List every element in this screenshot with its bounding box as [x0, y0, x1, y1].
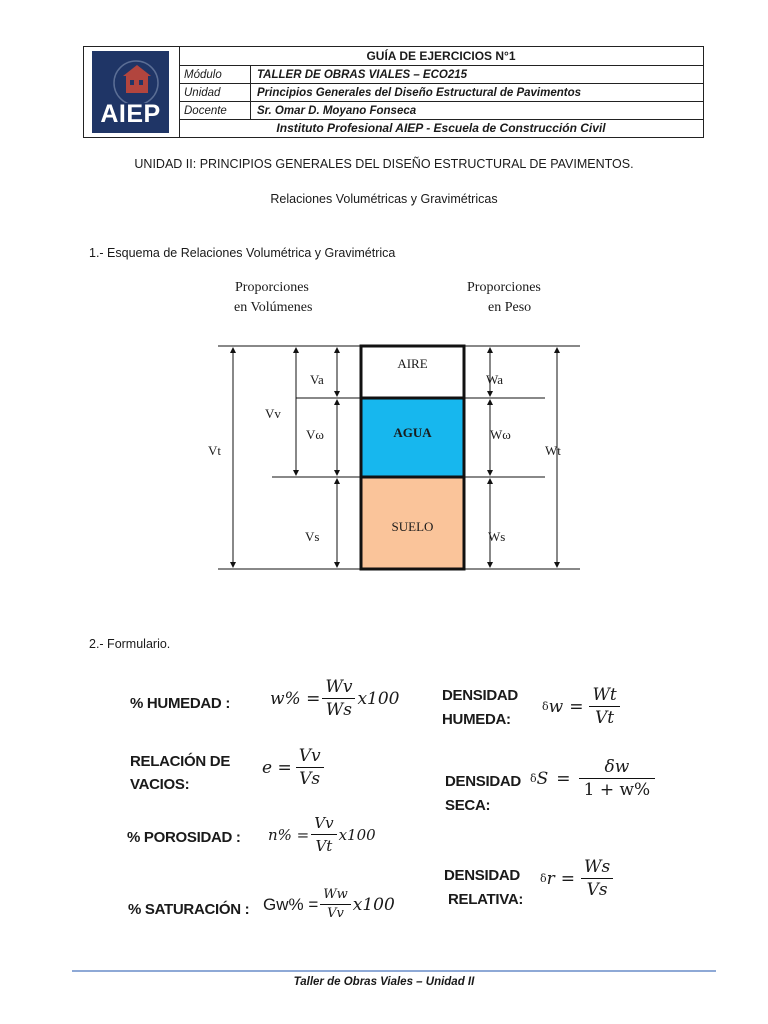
logo-text: AIEP — [100, 100, 161, 128]
numerator: Ww — [320, 886, 351, 905]
dh-formula — [542, 684, 620, 729]
numerator: Wv — [322, 676, 355, 699]
section-1-heading: 1.- Esquema de Relaciones Volumétrica y Gravimétrica — [89, 246, 396, 260]
label-vt: Vt — [208, 443, 221, 458]
label-vv: Vv — [265, 406, 281, 421]
relacion-label-1: RELACIÓN DE — [130, 753, 231, 770]
numerator: Vv — [311, 812, 336, 835]
denominator: Vs — [299, 769, 321, 789]
humedad-formula — [270, 676, 399, 721]
ds-label-2: SECA: — [445, 797, 491, 814]
denominator: Vv — [327, 906, 344, 921]
dh-sym: δ — [542, 700, 549, 713]
dr-fraction — [581, 856, 613, 901]
ds-sub: S — [536, 768, 549, 789]
porosidad-label: % POROSIDAD : — [127, 829, 241, 846]
footer-divider — [72, 970, 716, 972]
dh-label-1: DENSIDAD — [442, 687, 518, 704]
dr-label-2: RELATIVA: — [448, 891, 524, 908]
saturacion-lhs: Gw% = — [263, 894, 319, 914]
dh-sub: w — [548, 696, 564, 717]
left-title-2: en Volúmenes — [234, 300, 313, 315]
numerator: Vv — [296, 745, 324, 768]
denominator: Vt — [315, 837, 333, 855]
unit-title: UNIDAD II: PRINCIPIOS GENERALES DEL DISEÑO ESTRUCTURAL DE PAVIMENTOS. — [134, 157, 634, 171]
row-value: Sr. Omar D. Moyano Fonseca — [257, 105, 417, 117]
section-2-heading: 2.- Formulario. — [89, 637, 171, 651]
relacion-lhs: e = — [262, 757, 292, 778]
humedad-fraction — [322, 676, 355, 721]
humedad-tail: x100 — [357, 688, 400, 709]
numerator: δw — [579, 756, 656, 779]
ds-sym: δ — [530, 772, 537, 785]
saturacion-fraction — [320, 886, 351, 923]
dh-fraction — [589, 684, 619, 729]
footer-text: Taller de Obras Viales – Unidad II — [293, 976, 475, 988]
dh-label-2: HUMEDA: — [442, 711, 511, 728]
ds-label-1: DENSIDAD — [445, 773, 521, 790]
saturacion-formula — [263, 886, 395, 923]
dr-label-1: DENSIDAD — [444, 867, 520, 884]
subtitle: Relaciones Volumétricas y Gravimétricas — [270, 192, 498, 206]
institution: Instituto Profesional AIEP - Escuela de Construcción Civil — [276, 121, 606, 135]
humedad-lhs: w% = — [270, 688, 321, 709]
label-wt: Wt — [545, 443, 561, 458]
relacion-formula — [262, 745, 324, 790]
row-label: Unidad — [179, 84, 251, 101]
denominator: Ws — [325, 700, 352, 720]
row-label: Docente — [179, 102, 251, 119]
right-title-1: Proporciones — [467, 280, 541, 295]
layer-label-aire: AIRE — [397, 356, 428, 371]
porosidad-tail: x100 — [338, 825, 376, 844]
row-value: Principios Generales del Diseño Estructural de Pavimentos — [257, 87, 582, 99]
ds-formula — [530, 756, 655, 801]
saturacion-label: % SATURACIÓN : — [128, 901, 250, 918]
porosidad-lhs: n% = — [268, 825, 310, 844]
label-va: Va — [310, 372, 324, 387]
relacion-label-2: VACIOS: — [130, 776, 190, 793]
label-vw: Vω — [306, 427, 324, 442]
relacion-fraction — [296, 745, 324, 790]
equals-sign: = — [569, 696, 584, 717]
dr-sub: r — [546, 868, 555, 889]
denominator: Vt — [595, 708, 615, 728]
equals-sign: = — [556, 768, 571, 789]
dr-sym: δ — [540, 872, 547, 885]
layer-label-agua: AGUA — [393, 425, 432, 440]
right-title-2: en Peso — [488, 300, 532, 315]
guide-title: GUÍA DE EJERCICIOS N°1 — [179, 47, 703, 66]
saturacion-tail: x100 — [352, 894, 395, 915]
label-ws: Ws — [488, 529, 506, 544]
row-label: Módulo — [179, 66, 251, 83]
porosidad-fraction — [311, 812, 336, 857]
layer-label-suelo: SUELO — [391, 519, 434, 534]
numerator: Wt — [589, 684, 619, 707]
label-ww: Wω — [490, 427, 511, 442]
equals-sign: = — [560, 868, 576, 889]
humedad-label: % HUMEDAD : — [130, 695, 231, 712]
dr-formula — [540, 856, 613, 901]
porosidad-formula — [268, 812, 376, 857]
denominator: 1 + w% — [583, 780, 651, 800]
numerator: Ws — [581, 856, 613, 879]
left-title-1: Proporciones — [235, 280, 309, 295]
layer-aire — [361, 346, 464, 398]
label-wa: Wa — [486, 372, 503, 387]
denominator: Vs — [586, 880, 608, 900]
row-value: TALLER DE OBRAS VIALES – ECO215 — [257, 69, 468, 81]
label-vs: Vs — [305, 529, 320, 544]
ds-fraction — [579, 756, 656, 801]
